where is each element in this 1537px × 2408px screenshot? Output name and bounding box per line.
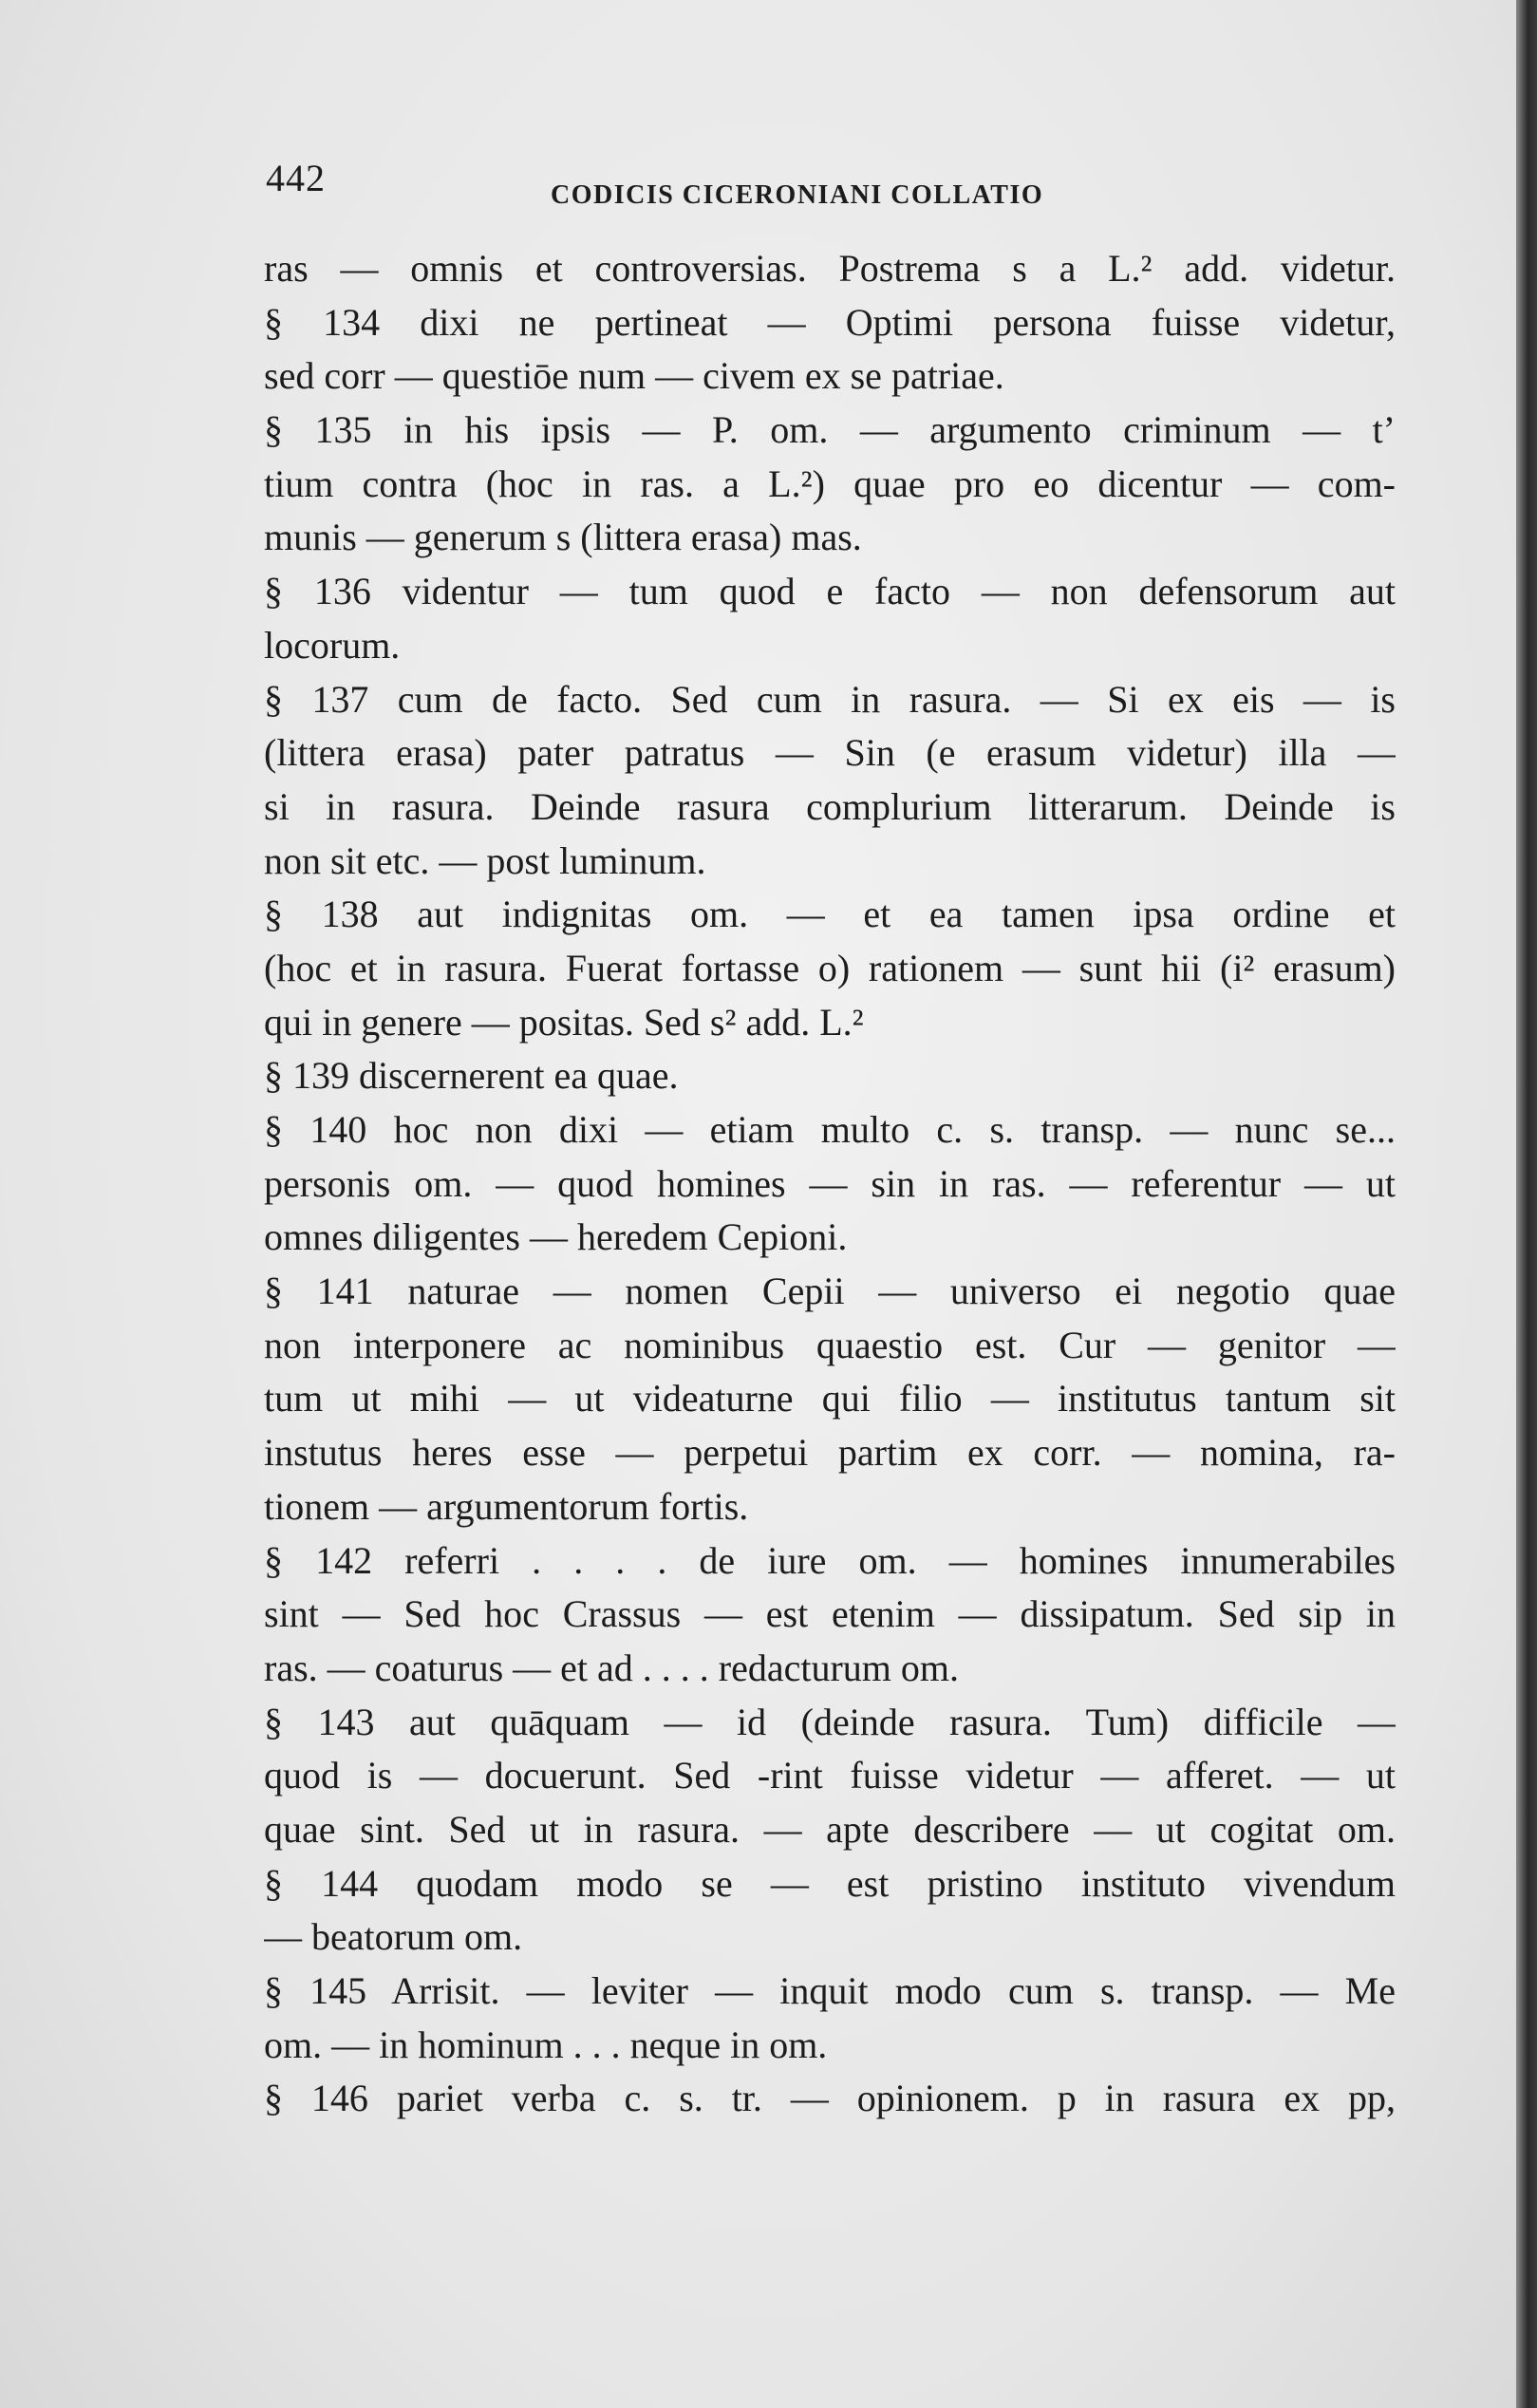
text-line: sed corr — questiōe num — civem ex se patriae. bbox=[264, 354, 1004, 398]
text-line: (hoc et in rasura. Fuerat fortasse o) rationem — sunt hii (i² erasum) bbox=[264, 946, 1396, 989]
text-line: § 135 in his ipsis — P. om. — argumento criminum — t’ bbox=[264, 408, 1396, 452]
text-line: si in rasura. Deinde rasura complurium litterarum. Deinde is bbox=[264, 784, 1396, 828]
text-line: om. — in hominum . . . neque in om. bbox=[264, 2022, 828, 2066]
text-line: non sit etc. — post luminum. bbox=[264, 838, 706, 882]
text-line: qui in genere — positas. Sed s² add. L.² bbox=[264, 1000, 864, 1044]
text-line: ras. — coaturus — et ad . . . . redacturum om. bbox=[264, 1646, 960, 1689]
text-line: § 146 pariet verba c. s. tr. — opinionem. p in rasura ex pp, bbox=[264, 2077, 1396, 2120]
text-line: instutus heres esse — perpetui partim ex corr. — nomina, ra- bbox=[264, 1431, 1396, 1475]
text-line: tum ut mihi — ut videaturne qui filio — institutus tantum sit bbox=[264, 1377, 1396, 1420]
text-line: tium contra (hoc in ras. a L.²) quae pro eo dicentur — com- bbox=[264, 461, 1396, 505]
text-line: § 143 aut quāquam — id (deinde rasura. Tum) difficile — bbox=[264, 1700, 1396, 1743]
text-line: § 141 naturae — nomen Cepii — universo ei negotio quae bbox=[264, 1270, 1396, 1313]
text-line: quod is — docuerunt. Sed -rint fuisse videtur — afferet. — ut bbox=[264, 1754, 1396, 1797]
page-edge-shadow bbox=[1516, 0, 1537, 2408]
text-line: § 144 quodam modo se — est pristino instituto vivendum bbox=[264, 1861, 1396, 1905]
text-line: § 145 Arrisit. — leviter — inquit modo cum s. transp. — Me bbox=[264, 1969, 1396, 2012]
text-line: § 138 aut indignitas om. — et ea tamen ipsa ordine et bbox=[264, 893, 1396, 936]
running-head: CODICIS CICERONIANI COLLATIO bbox=[551, 180, 1044, 210]
collation-text bbox=[264, 242, 1396, 2126]
text-line: § 142 referri . . . . de iure om. — homines innumerabiles bbox=[264, 1538, 1396, 1582]
text-line: (littera erasa) pater patratus — Sin (e erasum videtur) illa — bbox=[264, 731, 1396, 775]
text-line: omnes diligentes — heredem Cepioni. bbox=[264, 1215, 848, 1259]
text-line: ras — omnis et controversias. Postrema s a L.² add. videtur. bbox=[264, 247, 1396, 290]
text-line: — beatorum om. bbox=[264, 1915, 523, 1959]
text-line: § 134 dixi ne pertineat — Optimi persona fuisse videtur, bbox=[264, 300, 1396, 344]
text-line: munis — generum s (littera erasa) mas. bbox=[264, 516, 862, 559]
page-number: 442 bbox=[266, 157, 326, 199]
text-line: sint — Sed hoc Crassus — est etenim — dissipatum. Sed sip in bbox=[264, 1592, 1396, 1636]
text-line: non interponere ac nominibus quaestio est. Cur — genitor — bbox=[264, 1323, 1396, 1366]
text-line: § 136 videntur — tum quod e facto — non defensorum aut bbox=[264, 570, 1396, 613]
text-line: locorum. bbox=[264, 623, 401, 667]
text-line: § 140 hoc non dixi — etiam multo c. s. transp. — nunc se... bbox=[264, 1108, 1396, 1151]
text-line: § 139 discernerent ea quae. bbox=[264, 1054, 679, 1098]
text-line: § 137 cum de facto. Sed cum in rasura. — Si ex eis — is bbox=[264, 677, 1396, 721]
text-line: personis om. — quod homines — sin in ras. — referentur — ut bbox=[264, 1161, 1396, 1205]
page-header bbox=[266, 152, 1396, 209]
text-line: quae sint. Sed ut in rasura. — apte describere — ut cogitat om. bbox=[264, 1807, 1396, 1851]
text-line: tionem — argumentorum fortis. bbox=[264, 1484, 749, 1528]
